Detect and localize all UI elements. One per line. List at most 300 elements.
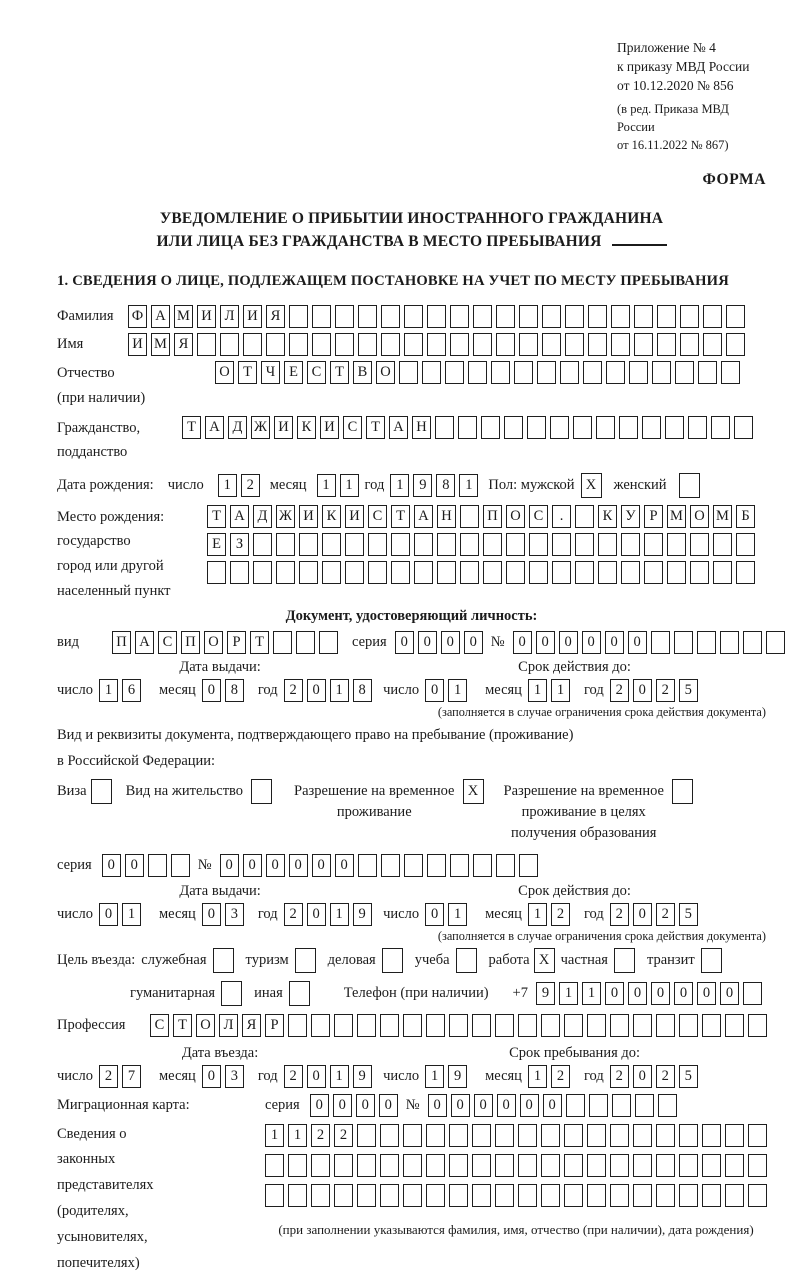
char-cell[interactable] [564,1124,583,1147]
char-cell[interactable]: 0 [202,679,221,702]
purpose-humanitarian[interactable]: гуманитарная [130,981,242,1006]
checkbox-cell[interactable] [456,948,477,973]
char-cell[interactable] [656,1154,675,1177]
char-cell[interactable] [748,1014,767,1037]
char-cell[interactable] [633,1184,652,1207]
char-cell[interactable] [725,1154,744,1177]
char-cell[interactable] [437,561,456,584]
char-cell[interactable] [680,333,699,356]
char-cell[interactable]: М [174,305,193,328]
char-cell[interactable]: И [299,505,318,528]
char-cell[interactable] [634,305,653,328]
char-cell[interactable]: 1 [317,474,336,497]
char-cell[interactable] [311,1184,330,1207]
char-cell[interactable]: 0 [633,903,652,926]
char-cell[interactable]: 0 [102,854,121,877]
char-cell[interactable]: 0 [520,1094,539,1117]
char-cell[interactable]: Д [228,416,247,439]
char-cell[interactable]: 0 [379,1094,398,1117]
char-cell[interactable] [606,361,625,384]
char-cell[interactable] [573,416,592,439]
purpose-tourism[interactable]: туризм [246,948,316,973]
char-cell[interactable]: М [667,505,686,528]
char-cell[interactable] [380,1184,399,1207]
char-cell[interactable] [414,561,433,584]
char-cell[interactable] [422,361,441,384]
char-cell[interactable] [230,561,249,584]
char-cell[interactable]: 5 [679,679,698,702]
char-cell[interactable] [629,361,648,384]
char-cell[interactable]: 0 [125,854,144,877]
char-cell[interactable]: А [389,416,408,439]
char-cell[interactable] [391,561,410,584]
char-cell[interactable]: К [598,505,617,528]
char-cell[interactable] [380,1154,399,1177]
checkbox-cell[interactable]: X [463,779,484,804]
char-cell[interactable] [468,361,487,384]
char-cell[interactable]: 0 [559,631,578,654]
char-cell[interactable]: Т [250,631,269,654]
char-cell[interactable] [529,561,548,584]
char-cell[interactable]: И [320,416,339,439]
char-cell[interactable] [725,1184,744,1207]
char-cell[interactable] [426,1184,445,1207]
char-cell[interactable] [473,333,492,356]
char-cell[interactable] [552,533,571,556]
char-cell[interactable] [380,1124,399,1147]
char-cell[interactable] [426,1014,445,1037]
char-cell[interactable] [381,305,400,328]
char-cell[interactable] [426,1154,445,1177]
char-cell[interactable]: 0 [720,982,739,1005]
char-cell[interactable] [541,1184,560,1207]
char-cell[interactable]: 0 [628,982,647,1005]
char-cell[interactable]: 0 [395,631,414,654]
char-cell[interactable] [358,854,377,877]
char-cell[interactable]: С [368,505,387,528]
char-cell[interactable] [381,333,400,356]
char-cell[interactable] [518,1184,537,1207]
char-cell[interactable] [426,1124,445,1147]
char-cell[interactable] [322,533,341,556]
char-cell[interactable]: 2 [284,1065,303,1088]
char-cell[interactable] [713,561,732,584]
char-cell[interactable] [276,561,295,584]
char-cell[interactable] [565,333,584,356]
char-cell[interactable] [721,361,740,384]
char-cell[interactable] [437,533,456,556]
checkbox-cell[interactable] [614,948,635,973]
char-cell[interactable]: 0 [633,679,652,702]
char-cell[interactable]: 0 [441,631,460,654]
char-cell[interactable] [565,305,584,328]
char-cell[interactable] [610,1124,629,1147]
char-cell[interactable] [427,333,446,356]
char-cell[interactable] [564,1184,583,1207]
char-cell[interactable] [312,305,331,328]
checkbox-cell[interactable] [679,473,700,498]
char-cell[interactable]: И [345,505,364,528]
char-cell[interactable]: Т [182,416,201,439]
char-cell[interactable] [481,416,500,439]
char-cell[interactable]: М [713,505,732,528]
char-cell[interactable] [575,561,594,584]
checkbox-cell[interactable] [382,948,403,973]
char-cell[interactable]: О [376,361,395,384]
char-cell[interactable] [541,1124,560,1147]
char-cell[interactable]: 1 [122,903,141,926]
char-cell[interactable] [253,561,272,584]
char-cell[interactable] [449,1184,468,1207]
char-cell[interactable]: 3 [225,1065,244,1088]
char-cell[interactable] [299,533,318,556]
char-cell[interactable] [368,533,387,556]
char-cell[interactable]: 0 [333,1094,352,1117]
char-cell[interactable] [519,305,538,328]
char-cell[interactable] [703,333,722,356]
char-cell[interactable]: 0 [474,1094,493,1117]
char-cell[interactable]: 0 [543,1094,562,1117]
char-cell[interactable] [675,361,694,384]
char-cell[interactable]: Н [412,416,431,439]
char-cell[interactable] [690,561,709,584]
char-cell[interactable] [472,1124,491,1147]
char-cell[interactable]: А [414,505,433,528]
char-cell[interactable] [537,361,556,384]
char-cell[interactable]: . [552,505,571,528]
char-cell[interactable]: 6 [122,679,141,702]
char-cell[interactable] [519,854,538,877]
char-cell[interactable] [588,305,607,328]
checkbox-cell[interactable] [295,948,316,973]
char-cell[interactable]: 1 [99,679,118,702]
char-cell[interactable] [736,561,755,584]
char-cell[interactable]: 3 [225,903,244,926]
char-cell[interactable]: 0 [425,679,444,702]
char-cell[interactable] [541,1154,560,1177]
char-cell[interactable]: 0 [697,982,716,1005]
char-cell[interactable] [506,561,525,584]
char-cell[interactable] [711,416,730,439]
char-cell[interactable]: 1 [459,474,478,497]
char-cell[interactable]: 0 [356,1094,375,1117]
char-cell[interactable]: 1 [528,903,547,926]
char-cell[interactable]: М [151,333,170,356]
char-cell[interactable]: 0 [310,1094,329,1117]
char-cell[interactable]: 2 [610,679,629,702]
char-cell[interactable] [404,305,423,328]
char-cell[interactable]: 0 [428,1094,447,1117]
char-cell[interactable]: Б [736,505,755,528]
char-cell[interactable] [460,505,479,528]
char-cell[interactable]: К [322,505,341,528]
char-cell[interactable] [450,333,469,356]
char-cell[interactable] [449,1014,468,1037]
char-cell[interactable] [473,305,492,328]
char-cell[interactable]: 2 [241,474,260,497]
char-cell[interactable] [289,333,308,356]
char-cell[interactable]: В [353,361,372,384]
purpose-transit[interactable]: транзит [647,948,722,973]
char-cell[interactable] [566,1094,585,1117]
char-cell[interactable]: 0 [497,1094,516,1117]
char-cell[interactable] [518,1154,537,1177]
checkbox-cell[interactable]: X [534,948,555,973]
char-cell[interactable]: Т [173,1014,192,1037]
char-cell[interactable]: 0 [307,903,326,926]
char-cell[interactable] [657,305,676,328]
char-cell[interactable] [726,333,745,356]
char-cell[interactable] [610,1154,629,1177]
char-cell[interactable] [311,1014,330,1037]
char-cell[interactable] [635,1094,654,1117]
checkbox-cell[interactable] [91,779,112,804]
char-cell[interactable] [575,505,594,528]
char-cell[interactable] [725,1014,744,1037]
char-cell[interactable]: Т [366,416,385,439]
char-cell[interactable] [472,1184,491,1207]
char-cell[interactable]: 0 [312,854,331,877]
char-cell[interactable]: 0 [202,1065,221,1088]
char-cell[interactable]: П [483,505,502,528]
char-cell[interactable] [473,854,492,877]
char-cell[interactable] [611,305,630,328]
char-cell[interactable] [748,1124,767,1147]
char-cell[interactable] [449,1154,468,1177]
char-cell[interactable] [656,1124,675,1147]
char-cell[interactable]: О [215,361,234,384]
char-cell[interactable] [399,361,418,384]
char-cell[interactable]: 5 [679,1065,698,1088]
char-cell[interactable]: 1 [551,679,570,702]
char-cell[interactable]: 1 [265,1124,284,1147]
char-cell[interactable] [243,333,262,356]
char-cell[interactable] [621,561,640,584]
char-cell[interactable] [495,1124,514,1147]
char-cell[interactable] [334,1184,353,1207]
char-cell[interactable]: 8 [225,679,244,702]
char-cell[interactable]: С [343,416,362,439]
char-cell[interactable] [404,333,423,356]
char-cell[interactable] [518,1014,537,1037]
char-cell[interactable] [587,1124,606,1147]
char-cell[interactable]: 2 [311,1124,330,1147]
char-cell[interactable]: Т [330,361,349,384]
char-cell[interactable] [506,533,525,556]
char-cell[interactable]: 0 [425,903,444,926]
char-cell[interactable]: Ж [276,505,295,528]
char-cell[interactable] [495,1184,514,1207]
char-cell[interactable] [334,1014,353,1037]
char-cell[interactable]: 2 [551,903,570,926]
char-cell[interactable] [542,333,561,356]
char-cell[interactable]: А [135,631,154,654]
char-cell[interactable] [720,631,739,654]
char-cell[interactable] [460,561,479,584]
char-cell[interactable] [253,533,272,556]
char-cell[interactable] [171,854,190,877]
char-cell[interactable] [583,361,602,384]
char-cell[interactable]: 0 [307,1065,326,1088]
char-cell[interactable] [504,416,523,439]
char-cell[interactable]: 0 [243,854,262,877]
char-cell[interactable] [460,533,479,556]
char-cell[interactable]: О [196,1014,215,1037]
option-temp-residence[interactable]: Разрешение на временное проживание X [294,779,483,823]
char-cell[interactable]: 0 [99,903,118,926]
char-cell[interactable] [542,305,561,328]
char-cell[interactable]: О [506,505,525,528]
char-cell[interactable] [698,361,717,384]
char-cell[interactable]: Д [253,505,272,528]
char-cell[interactable] [381,854,400,877]
char-cell[interactable] [748,1184,767,1207]
char-cell[interactable] [322,561,341,584]
char-cell[interactable] [289,305,308,328]
char-cell[interactable] [358,333,377,356]
char-cell[interactable]: 0 [289,854,308,877]
char-cell[interactable] [713,533,732,556]
purpose-private[interactable]: частная [561,948,635,973]
char-cell[interactable]: 2 [610,1065,629,1088]
char-cell[interactable]: 1 [528,679,547,702]
char-cell[interactable] [667,533,686,556]
char-cell[interactable] [644,561,663,584]
char-cell[interactable]: 9 [536,982,555,1005]
char-cell[interactable]: 9 [353,1065,372,1088]
char-cell[interactable]: А [151,305,170,328]
char-cell[interactable]: 0 [605,982,624,1005]
char-cell[interactable] [496,305,515,328]
char-cell[interactable]: 0 [651,982,670,1005]
char-cell[interactable] [679,1124,698,1147]
char-cell[interactable] [266,333,285,356]
char-cell[interactable] [634,333,653,356]
char-cell[interactable] [265,1184,284,1207]
option-visa[interactable]: Виза [57,779,112,804]
char-cell[interactable]: С [307,361,326,384]
char-cell[interactable]: Л [220,305,239,328]
char-cell[interactable] [404,854,423,877]
char-cell[interactable]: 1 [390,474,409,497]
char-cell[interactable] [541,1014,560,1037]
char-cell[interactable]: Р [644,505,663,528]
char-cell[interactable]: 8 [436,474,455,497]
char-cell[interactable]: 8 [353,679,372,702]
char-cell[interactable]: И [243,305,262,328]
char-cell[interactable] [276,533,295,556]
char-cell[interactable]: Я [242,1014,261,1037]
char-cell[interactable]: З [230,533,249,556]
char-cell[interactable] [598,533,617,556]
char-cell[interactable] [357,1124,376,1147]
char-cell[interactable]: Ж [251,416,270,439]
purpose-other[interactable]: иная [254,981,310,1006]
char-cell[interactable] [450,305,469,328]
char-cell[interactable] [427,854,446,877]
char-cell[interactable]: 2 [656,1065,675,1088]
char-cell[interactable]: 7 [122,1065,141,1088]
char-cell[interactable] [633,1154,652,1177]
char-cell[interactable] [491,361,510,384]
char-cell[interactable] [734,416,753,439]
char-cell[interactable] [357,1014,376,1037]
char-cell[interactable] [427,305,446,328]
char-cell[interactable] [766,631,785,654]
char-cell[interactable] [527,416,546,439]
char-cell[interactable]: 1 [425,1065,444,1088]
char-cell[interactable]: 2 [284,903,303,926]
char-cell[interactable] [658,1094,677,1117]
char-cell[interactable] [667,561,686,584]
char-cell[interactable]: И [274,416,293,439]
char-cell[interactable]: Т [391,505,410,528]
char-cell[interactable] [564,1154,583,1177]
char-cell[interactable]: Ч [261,361,280,384]
char-cell[interactable]: Ф [128,305,147,328]
char-cell[interactable] [748,1154,767,1177]
char-cell[interactable] [496,854,515,877]
char-cell[interactable]: А [205,416,224,439]
char-cell[interactable] [288,1154,307,1177]
char-cell[interactable]: 2 [610,903,629,926]
char-cell[interactable]: И [197,305,216,328]
char-cell[interactable]: П [112,631,131,654]
char-cell[interactable] [702,1014,721,1037]
char-cell[interactable] [642,416,661,439]
char-cell[interactable]: О [690,505,709,528]
char-cell[interactable] [674,631,693,654]
char-cell[interactable] [148,854,167,877]
char-cell[interactable] [651,631,670,654]
char-cell[interactable]: 9 [413,474,432,497]
char-cell[interactable] [345,561,364,584]
char-cell[interactable] [652,361,671,384]
char-cell[interactable] [633,1124,652,1147]
purpose-official[interactable]: служебная [141,948,233,973]
char-cell[interactable] [319,631,338,654]
char-cell[interactable] [656,1014,675,1037]
char-cell[interactable]: 1 [528,1065,547,1088]
char-cell[interactable]: 1 [582,982,601,1005]
char-cell[interactable] [495,1154,514,1177]
char-cell[interactable]: А [230,505,249,528]
char-cell[interactable]: С [158,631,177,654]
char-cell[interactable] [435,416,454,439]
char-cell[interactable] [702,1124,721,1147]
char-cell[interactable]: 1 [288,1124,307,1147]
char-cell[interactable] [588,333,607,356]
char-cell[interactable]: Я [266,305,285,328]
purpose-work[interactable]: работа X [489,948,555,973]
char-cell[interactable] [611,333,630,356]
char-cell[interactable] [449,1124,468,1147]
char-cell[interactable] [265,1154,284,1177]
char-cell[interactable]: 0 [220,854,239,877]
char-cell[interactable] [529,533,548,556]
char-cell[interactable] [334,1154,353,1177]
char-cell[interactable]: К [297,416,316,439]
char-cell[interactable]: 0 [451,1094,470,1117]
char-cell[interactable] [587,1184,606,1207]
char-cell[interactable] [518,1124,537,1147]
option-residence-permit[interactable]: Вид на жительство [126,779,272,804]
char-cell[interactable]: 1 [218,474,237,497]
char-cell[interactable] [690,533,709,556]
char-cell[interactable] [311,1154,330,1177]
char-cell[interactable] [403,1184,422,1207]
char-cell[interactable]: Е [207,533,226,556]
